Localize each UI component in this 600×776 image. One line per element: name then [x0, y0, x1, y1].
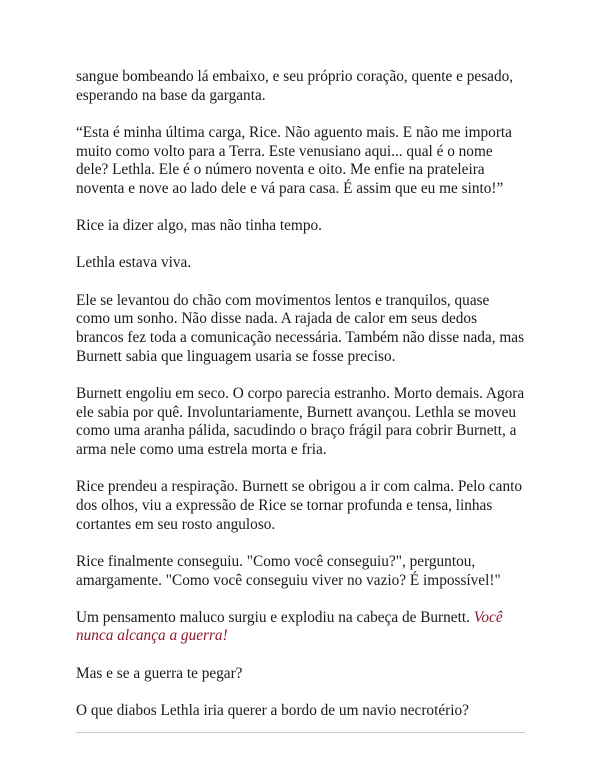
- document-page: [76, 68, 526, 740]
- paragraph: “Esta é minha última carga, Rice. Não aguento mais. E não me importa muito como volto para a Terra. Este venusiano aqui... qual é o nome dele? Lethla. Ele é o número noventa e oito. Me enfie na prateleira noventa e nove ao lado dele e vá para casa. É assim que eu me sinto!”: [76, 123, 512, 198]
- paragraph: Rice finalmente conseguiu. "Como você conseguiu?", perguntou, amargamente. "Como você conseguiu viver no vazio? É impossível!": [76, 552, 501, 589]
- paragraph: Ele se levantou do chão com movimentos lentos e tranquilos, quase como um sonho. Não disse nada. A rajada de calor em seus dedos brancos fez toda a comunicação necessária. Também não disse nada, mas Burnett sabia que linguagem usaria se fosse preciso.: [76, 291, 525, 365]
- paragraph: Rice prendeu a respiração. Burnett se obrigou a ir com calma. Pelo canto dos olhos, viu a expressão de Rice se tornar profunda e tensa, linhas cortantes em seu rosto anguloso.: [76, 478, 522, 533]
- thought-text: Um pensamento maluco surgiu e explodiu na cabeça de Burnett.: [76, 608, 470, 626]
- paragraph: Lethla estava viva.: [76, 254, 192, 272]
- section-divider: [76, 732, 525, 733]
- paragraph: Mas e se a guerra te pegar?: [76, 664, 243, 682]
- paragraph: Rice ia dizer algo, mas não tinha tempo.: [76, 217, 322, 235]
- paragraph: O que diabos Lethla iria querer a bordo de um navio necrotério?: [76, 701, 469, 719]
- thought-italic: Você nunca alcança a guerra!: [76, 608, 503, 645]
- paragraph: sangue bombeando lá embaixo, e seu próprio coração, quente e pesado, esperando na base da garganta.: [76, 68, 514, 104]
- thought-paragraph: [76, 609, 526, 646]
- paragraph: Burnett engoliu em seco. O corpo parecia estranho. Morto demais. Agora ele sabia por quê. Involuntariamente, Burnett avançou. Lethla se moveu como uma aranha pálida, sacudindo o braço frágil para cobrir Burnett, a arma nele como uma estrela morta e fria.: [76, 384, 525, 459]
